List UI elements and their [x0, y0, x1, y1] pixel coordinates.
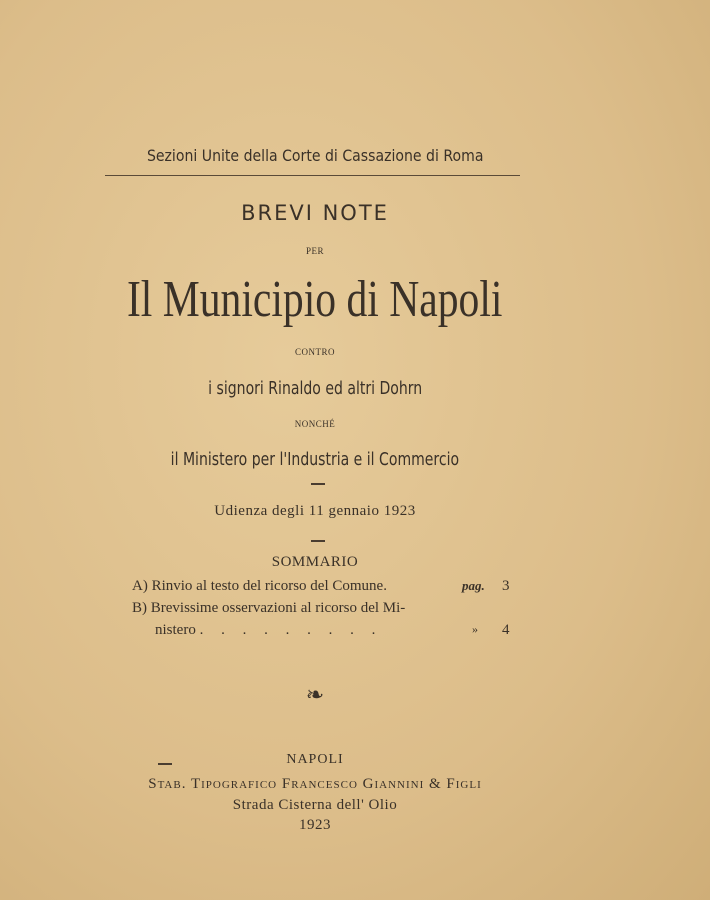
divider-dash [311, 540, 325, 542]
item-letter: B) [132, 600, 147, 616]
divider-dash [311, 483, 325, 485]
item-text: Rinvio al testo del ricorso del Comune. [151, 578, 387, 594]
main-title [0, 270, 630, 329]
doc-type: BREVI NOTE [241, 201, 389, 225]
party-2-text: il Ministero per l'Industria e il Commercio [170, 449, 460, 470]
court-header [0, 146, 630, 165]
per-label: PER [305, 246, 324, 256]
item-text: Brevissime osservazioni al ricorso del Mi- [150, 600, 406, 616]
summary-item-b [132, 600, 405, 617]
contro-label: CONTRO [294, 347, 335, 357]
court-header-text: Sezioni Unite della Corte di Cassazione di Roma [146, 146, 484, 165]
header-rule [105, 175, 520, 176]
imprint-year: 1923 [299, 817, 331, 833]
party-1-text: i signori Rinaldo ed altri Dohrn [207, 378, 423, 399]
item-letter: A) [132, 578, 148, 594]
party-2 [0, 449, 630, 470]
imprint-city: NAPOLI [286, 752, 344, 767]
page-number: 3 [502, 578, 510, 594]
ornament-icon: ❧ [305, 682, 325, 707]
imprint-printer: Stab. Tipografico Francesco Giannini & Figli [148, 776, 482, 792]
party-1 [0, 378, 630, 399]
dot-leader: . . . . . . . . . [199, 622, 383, 638]
main-title-text: Il Municipio di Napoli [127, 271, 503, 328]
summary-heading: SOMMARIO [271, 554, 359, 570]
imprint-address: Strada Cisterna dell' Olio [232, 797, 398, 813]
summary-item-a [132, 578, 387, 595]
nonche-label: NONCHÉ [294, 419, 336, 429]
page-label: pag. [462, 578, 485, 593]
item-text-cont: nistero [155, 622, 196, 638]
page-number: 4 [502, 622, 510, 638]
hearing-date: Udienza degli 11 gennaio 1923 [214, 503, 416, 519]
page-label: » [472, 622, 478, 636]
summary-item-b-cont [155, 622, 382, 639]
